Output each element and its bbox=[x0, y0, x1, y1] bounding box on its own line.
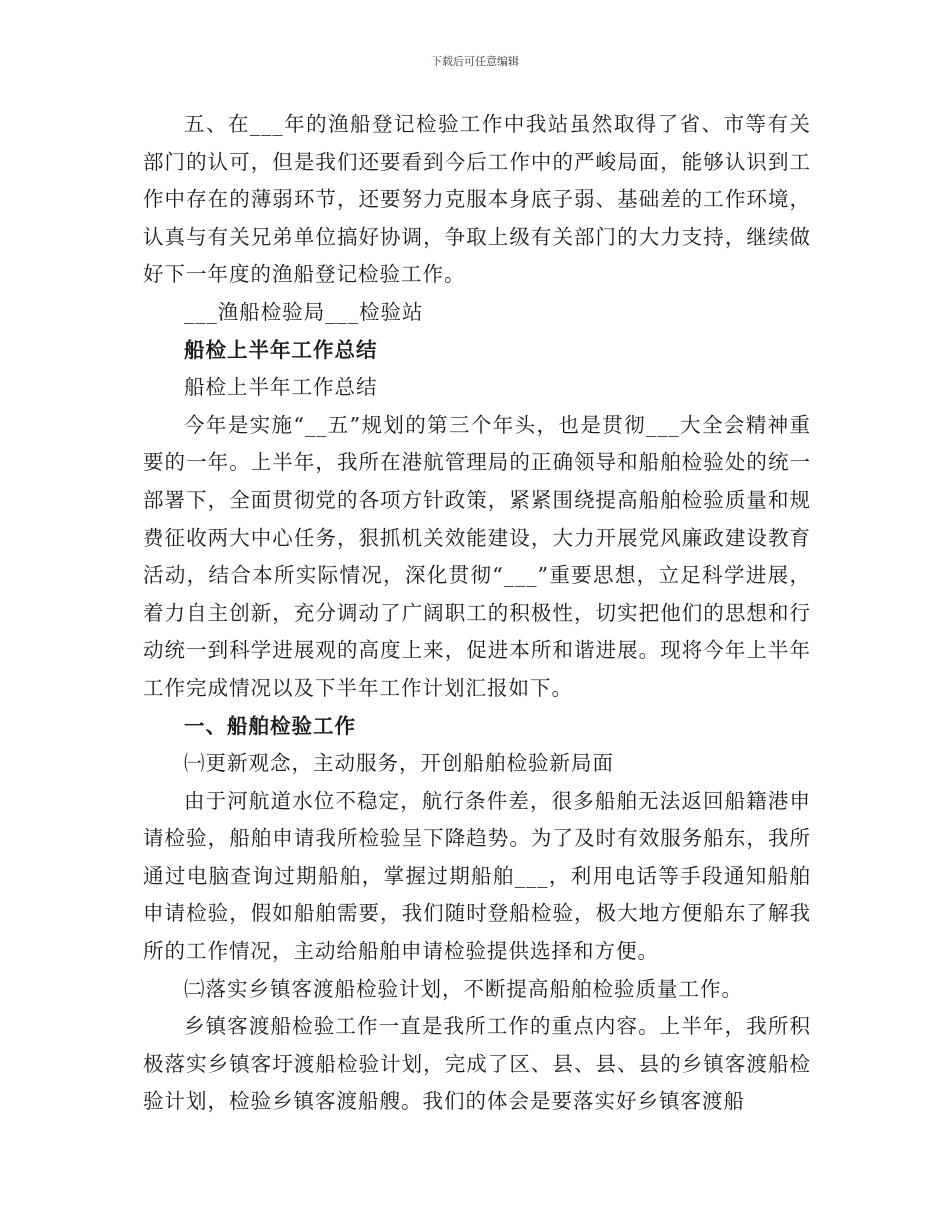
document-body bbox=[143, 106, 811, 1121]
intro-paragraph: 今年是实施“__五”规划的第三个年头，也是贯彻___大全会精神重要的一年。上半年，我所在港航管理局的正确领导和船舶检验处的统一部署下，全面贯彻党的各项方针政策，紧紧围绕提高船舶检验质量和规费征收两大中心任务，狠抓机关效能建设，大力开展党风廉政建设教育活动，结合本所实际情况，深化贯彻“___”重要思想，立足科学进展，着力自主创新，充分调动了广阔职工的积极性，切实把他们的思想和行动统一到科学进展观的高度上来，促进本所和谐进展。现将今年上半年工作完成情况以及下半年工作计划汇报如下。 bbox=[143, 412, 811, 700]
document-subtitle: 船检上半年工作总结 bbox=[184, 375, 378, 400]
page-header: 下载后可任意编辑 bbox=[431, 55, 519, 68]
signature-line: ___渔船检验局___检验站 bbox=[184, 299, 424, 324]
subsection-heading-1: ㈠更新观念，主动服务，开创船舶检验新局面 bbox=[184, 751, 614, 776]
subsection-heading-2: ㈡落实乡镇客渡船检验计划，不断提高船舶检验质量工作。 bbox=[184, 976, 743, 1001]
document-title: 船检上半年工作总结 bbox=[184, 337, 378, 362]
paragraph-5: 五、在___年的渔船登记检验工作中我站虽然取得了省、市等有关部门的认可，但是我们还要看到今后工作中的严峻局面，能够认识到工作中存在的薄弱环节，还要努力克服本身底子弱、基础差的工作环境，认真与有关兄弟单位搞好协调，争取上级有关部门的大力支持，继续做好下一年度的渔船登记检验工作。 bbox=[143, 112, 811, 287]
subsection-2-body: 乡镇客渡船检验工作一直是我所工作的重点内容。上半年，我所积极落实乡镇客圩渡船检验计划，完成了区、县、县、县的乡镇客渡船检验计划，检验乡镇客渡船艘。我们的体会是要落实好乡镇客渡船 bbox=[143, 1014, 811, 1114]
section-heading-1: 一、船舶检验工作 bbox=[184, 713, 356, 738]
subsection-1-body: 由于河航道水位不稳定，航行条件差，很多船舶无法返回船籍港申请检验，船舶申请我所检验呈下降趋势。为了及时有效服务船东，我所通过电脑查询过期船舶，掌握过期船舶___，利用电话等手段通知船舶申请检验，假如船舶需要，我们随时登船检验，极大地方便船东了解我所的工作情况，主动给船舶申请检验提供选择和方便。 bbox=[143, 788, 811, 964]
